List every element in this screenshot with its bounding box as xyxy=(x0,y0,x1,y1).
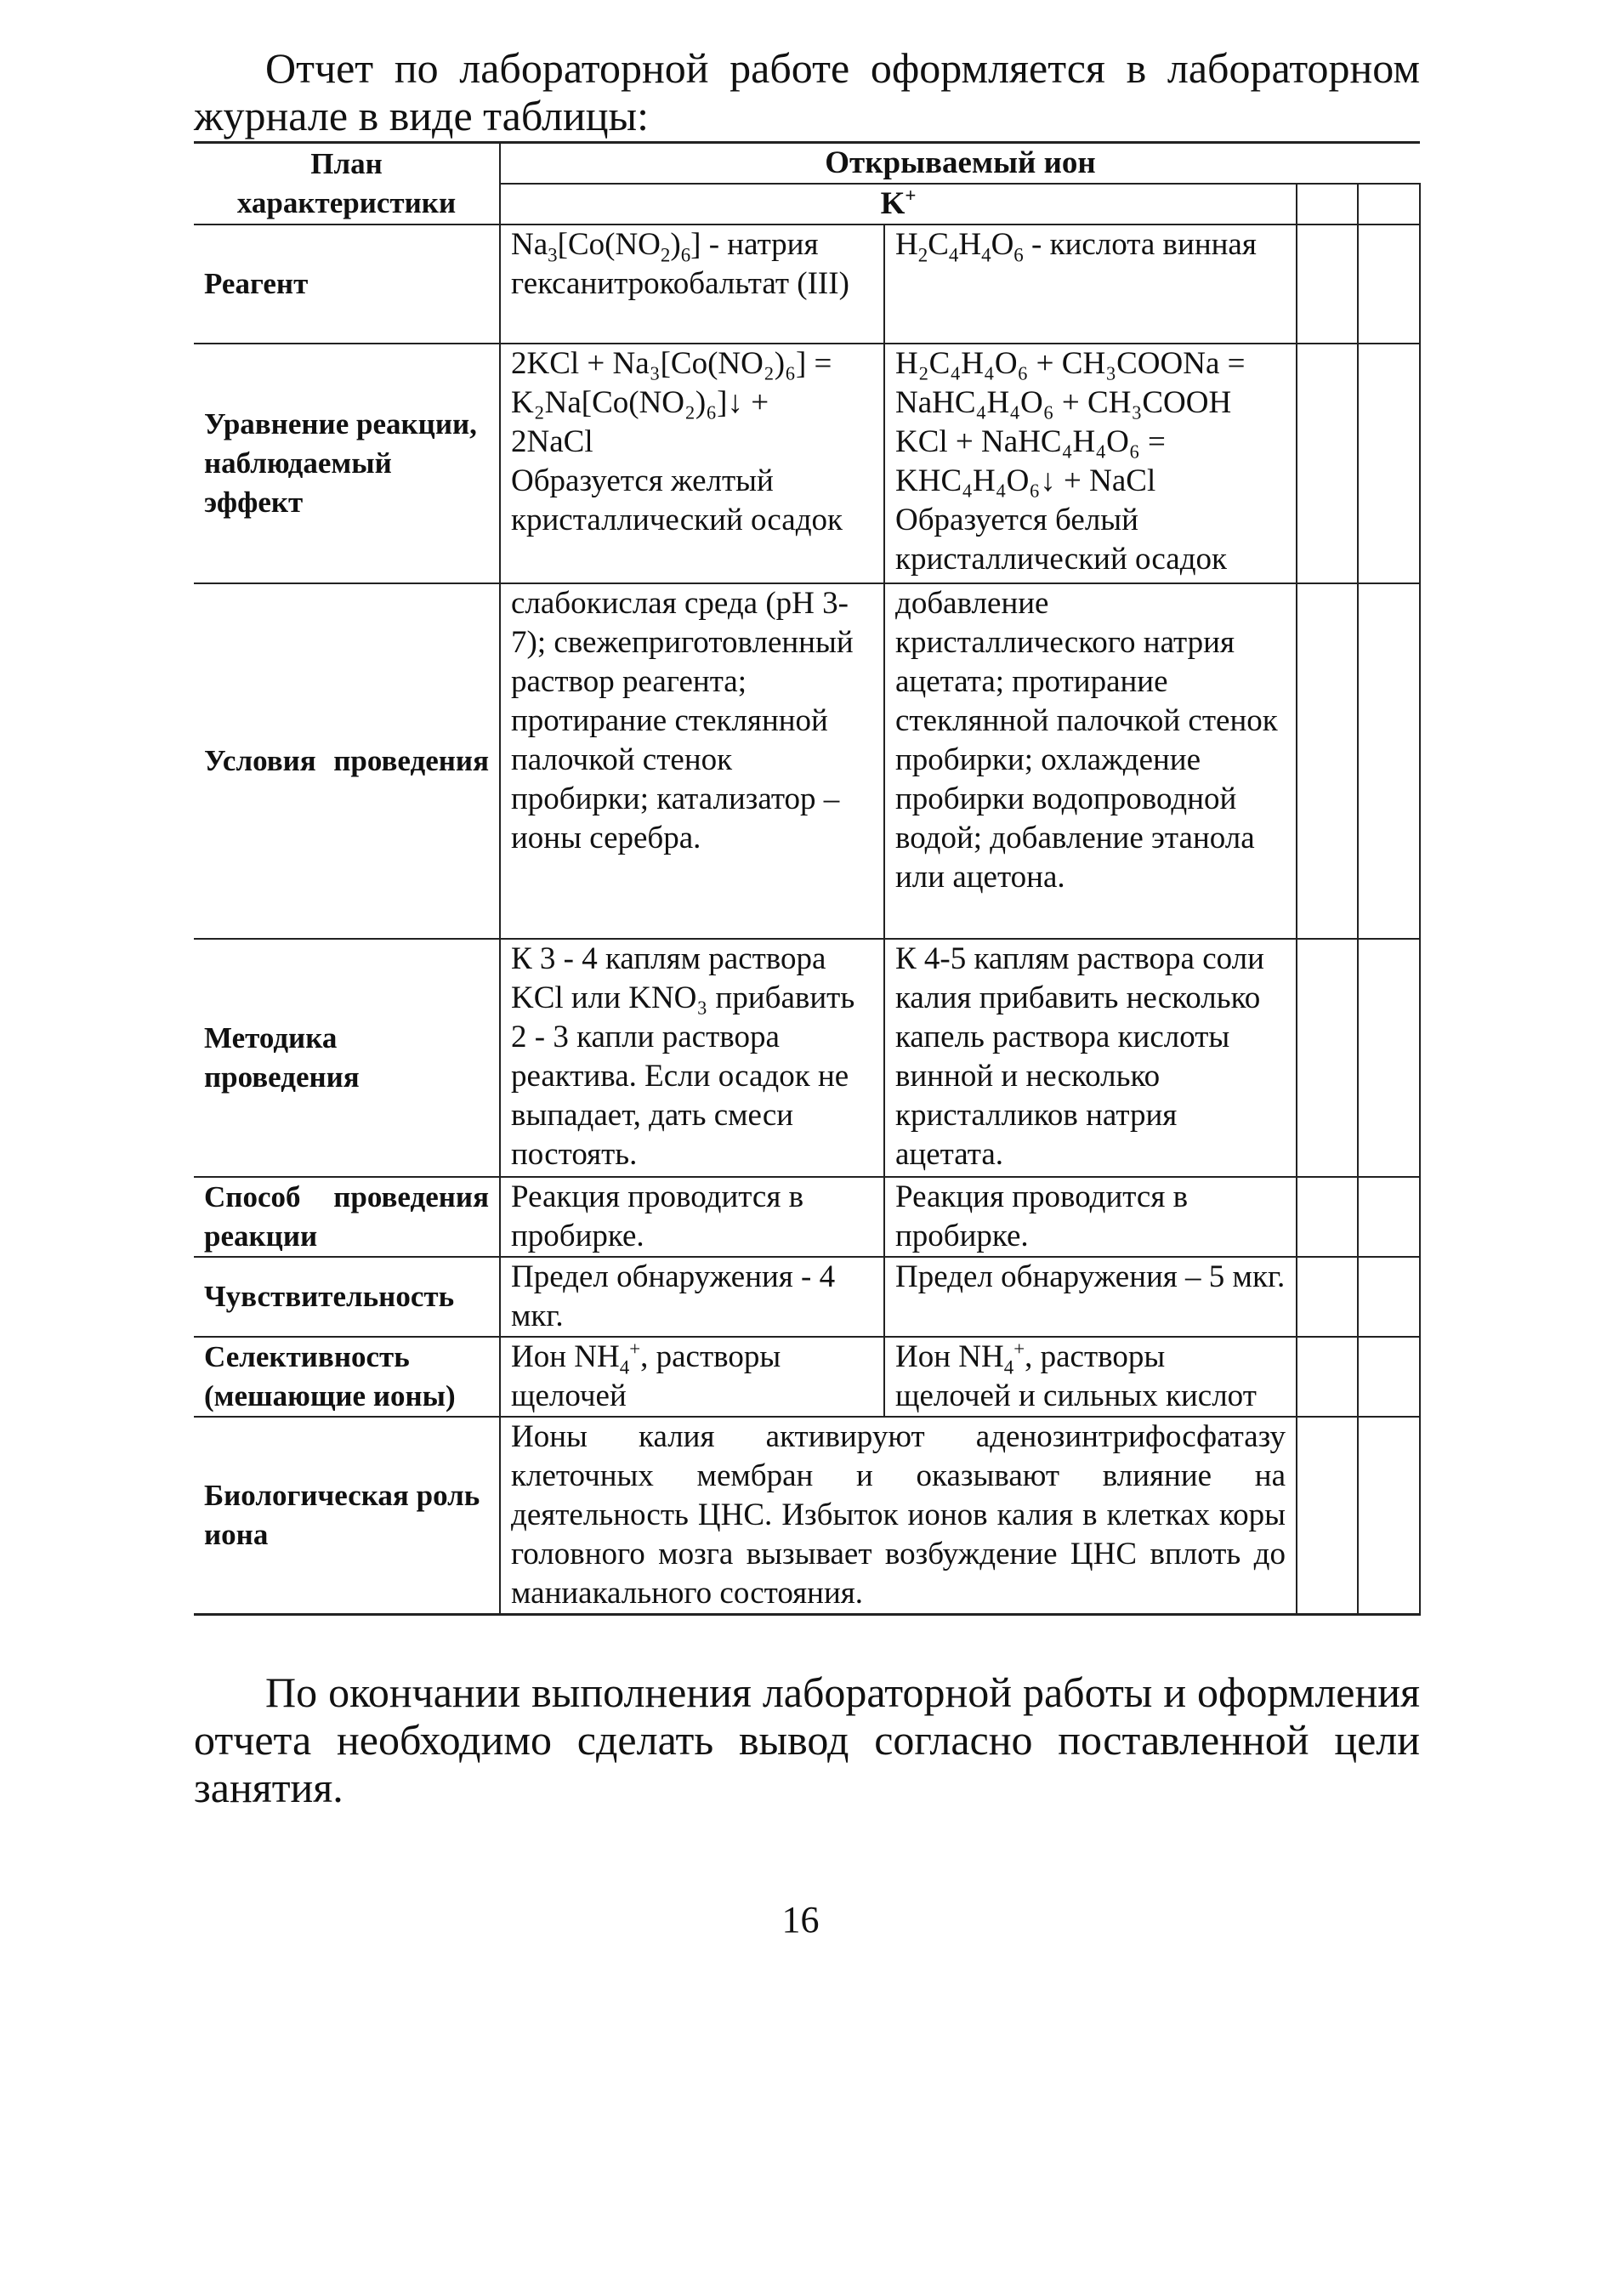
selectivity-col2: Ион $NH_4^+$, растворы щелочей и сильных кислот xyxy=(884,1337,1297,1417)
row-label-mode: Способ проведения реакции xyxy=(194,1177,500,1257)
header-plan: План характеристики xyxy=(194,143,500,225)
reagent-col1: $Na_3[Co(NO_2)_6]$ - натрия гексанитрокобальтат (III) xyxy=(500,224,884,344)
empty-cell xyxy=(1297,939,1358,1177)
empty-cell xyxy=(1297,1337,1358,1417)
table-row-mode xyxy=(194,1177,1420,1257)
empty-cell xyxy=(1297,1417,1358,1615)
equation-line: 2NaCl xyxy=(511,424,593,459)
page-number: 16 xyxy=(781,1899,820,1941)
effect-text: Образуется белый кристаллический осадок xyxy=(895,503,1228,577)
ion-letter: K xyxy=(880,186,906,221)
empty-cell xyxy=(1297,583,1358,939)
empty-cell xyxy=(1297,344,1358,583)
header-ion: Открываемый ион xyxy=(500,143,1420,185)
empty-cell xyxy=(1358,939,1420,1177)
empty-cell xyxy=(1297,224,1358,344)
outro-text: По окончании выполнения лабораторной работы и оформления отчета необходимо сделать вывод согласно поставленной цели занятия. xyxy=(194,1668,1420,1811)
table-row-equation xyxy=(194,344,1420,583)
method-col2: К 4-5 каплям раствора соли калия прибавить несколько капель раствора кислоты винной и несколько кристалликов натрия ацетата. xyxy=(884,939,1297,1177)
table-row-conditions xyxy=(194,583,1420,939)
equation-line: NaHC₄H₄O₆ + CH₃COOH xyxy=(895,385,1232,420)
empty-cell xyxy=(1297,1177,1358,1257)
table-row-reagent xyxy=(194,224,1420,344)
outro-paragraph xyxy=(194,1668,1420,1811)
row-label-sensitivity: Чувствительность xyxy=(194,1257,500,1337)
table-header-row xyxy=(194,143,1420,185)
method-col1: К 3 - 4 каплям раствора KCl или KNO₃ прибавить 2 - 3 капли раствора реактива. Если осадок не выпадает, дать смеси постоять. xyxy=(500,939,884,1177)
row-label-selectivity: Селективность (мешающие ионы) xyxy=(194,1337,500,1417)
empty-cell xyxy=(1358,583,1420,939)
empty-cell xyxy=(1358,1337,1420,1417)
empty-cell xyxy=(1358,1417,1420,1615)
equation-col1 xyxy=(500,344,884,583)
row-label-reagent: Реагент xyxy=(194,224,500,344)
reagent-col2: $H_2C_4H_4O_6$ - кислота винная xyxy=(884,224,1297,344)
sensitivity-col2: Предел обнаружения – 5 мкг. xyxy=(884,1257,1297,1337)
ion-charge: + xyxy=(905,185,917,207)
table-row-method xyxy=(194,939,1420,1177)
biology-text: Ионы калия активируют аденозинтрифосфатазу клеточных мембран и оказывают влияние на деятельность ЦНС. Избыток ионов калия в клетках коры головного мозга вызывает возбуждение ЦНС вплоть до маниакального состояния. xyxy=(500,1417,1297,1615)
empty-cell xyxy=(1358,1257,1420,1337)
equation-line: KHC₄H₄O₆↓ + NaCl xyxy=(895,463,1156,498)
intro-text: Отчет по лабораторной работе оформляется в лабораторном журнале в виде таблицы: xyxy=(194,44,1420,139)
empty-cell xyxy=(1358,1177,1420,1257)
empty-cell xyxy=(1358,224,1420,344)
table-row-sensitivity xyxy=(194,1257,1420,1337)
empty-cell xyxy=(1297,1257,1358,1337)
mode-col1: Реакция проводится в пробирке. xyxy=(500,1177,884,1257)
equation-line: K₂Na[Co(NO₂)₆]↓ + xyxy=(511,385,769,420)
empty-cell xyxy=(1358,344,1420,583)
empty-cell xyxy=(1297,184,1358,224)
lab-report-table xyxy=(194,141,1421,1616)
equation-line: 2KCl + Na₃[Co(NO₂)₆] = xyxy=(511,346,832,381)
selectivity-col1: Ион $NH_4^+$, растворы щелочей xyxy=(500,1337,884,1417)
empty-cell xyxy=(1358,184,1420,224)
intro-paragraph xyxy=(194,44,1420,139)
conditions-col2: добавление кристаллического натрия ацетата; протирание стеклянной палочкой стенок пробирки; охлаждение пробирки водопроводной водой; добавление этанола или ацетона. xyxy=(884,583,1297,939)
row-label-conditions: Условия проведения xyxy=(194,583,500,939)
row-label-method: Методика проведения xyxy=(194,939,500,1177)
equation-line: H₂C₄H₄O₆ + CH₃COONa = xyxy=(895,346,1246,381)
row-label-biology: Биологическая роль иона xyxy=(194,1417,500,1615)
table-row-selectivity xyxy=(194,1337,1420,1417)
effect-text: Образуется желтый кристаллический осадок xyxy=(511,463,843,537)
equation-line: KCl + NaHC₄H₄O₆ = xyxy=(895,424,1166,459)
row-label-equation: Уравнение реакции, наблюдаемый эффект xyxy=(194,344,500,583)
equation-col2 xyxy=(884,344,1297,583)
sensitivity-col1: Предел обнаружения - 4 мкг. xyxy=(500,1257,884,1337)
table-row-biology xyxy=(194,1417,1420,1615)
conditions-col1: слабокислая среда (pH 3-7); свежеприготовленный раствор реагента; протирание стеклянной палочкой стенок пробирки; катализатор – ионы серебра. xyxy=(500,583,884,939)
ion-symbol xyxy=(500,184,1297,224)
mode-col2: Реакция проводится в пробирке. xyxy=(884,1177,1297,1257)
